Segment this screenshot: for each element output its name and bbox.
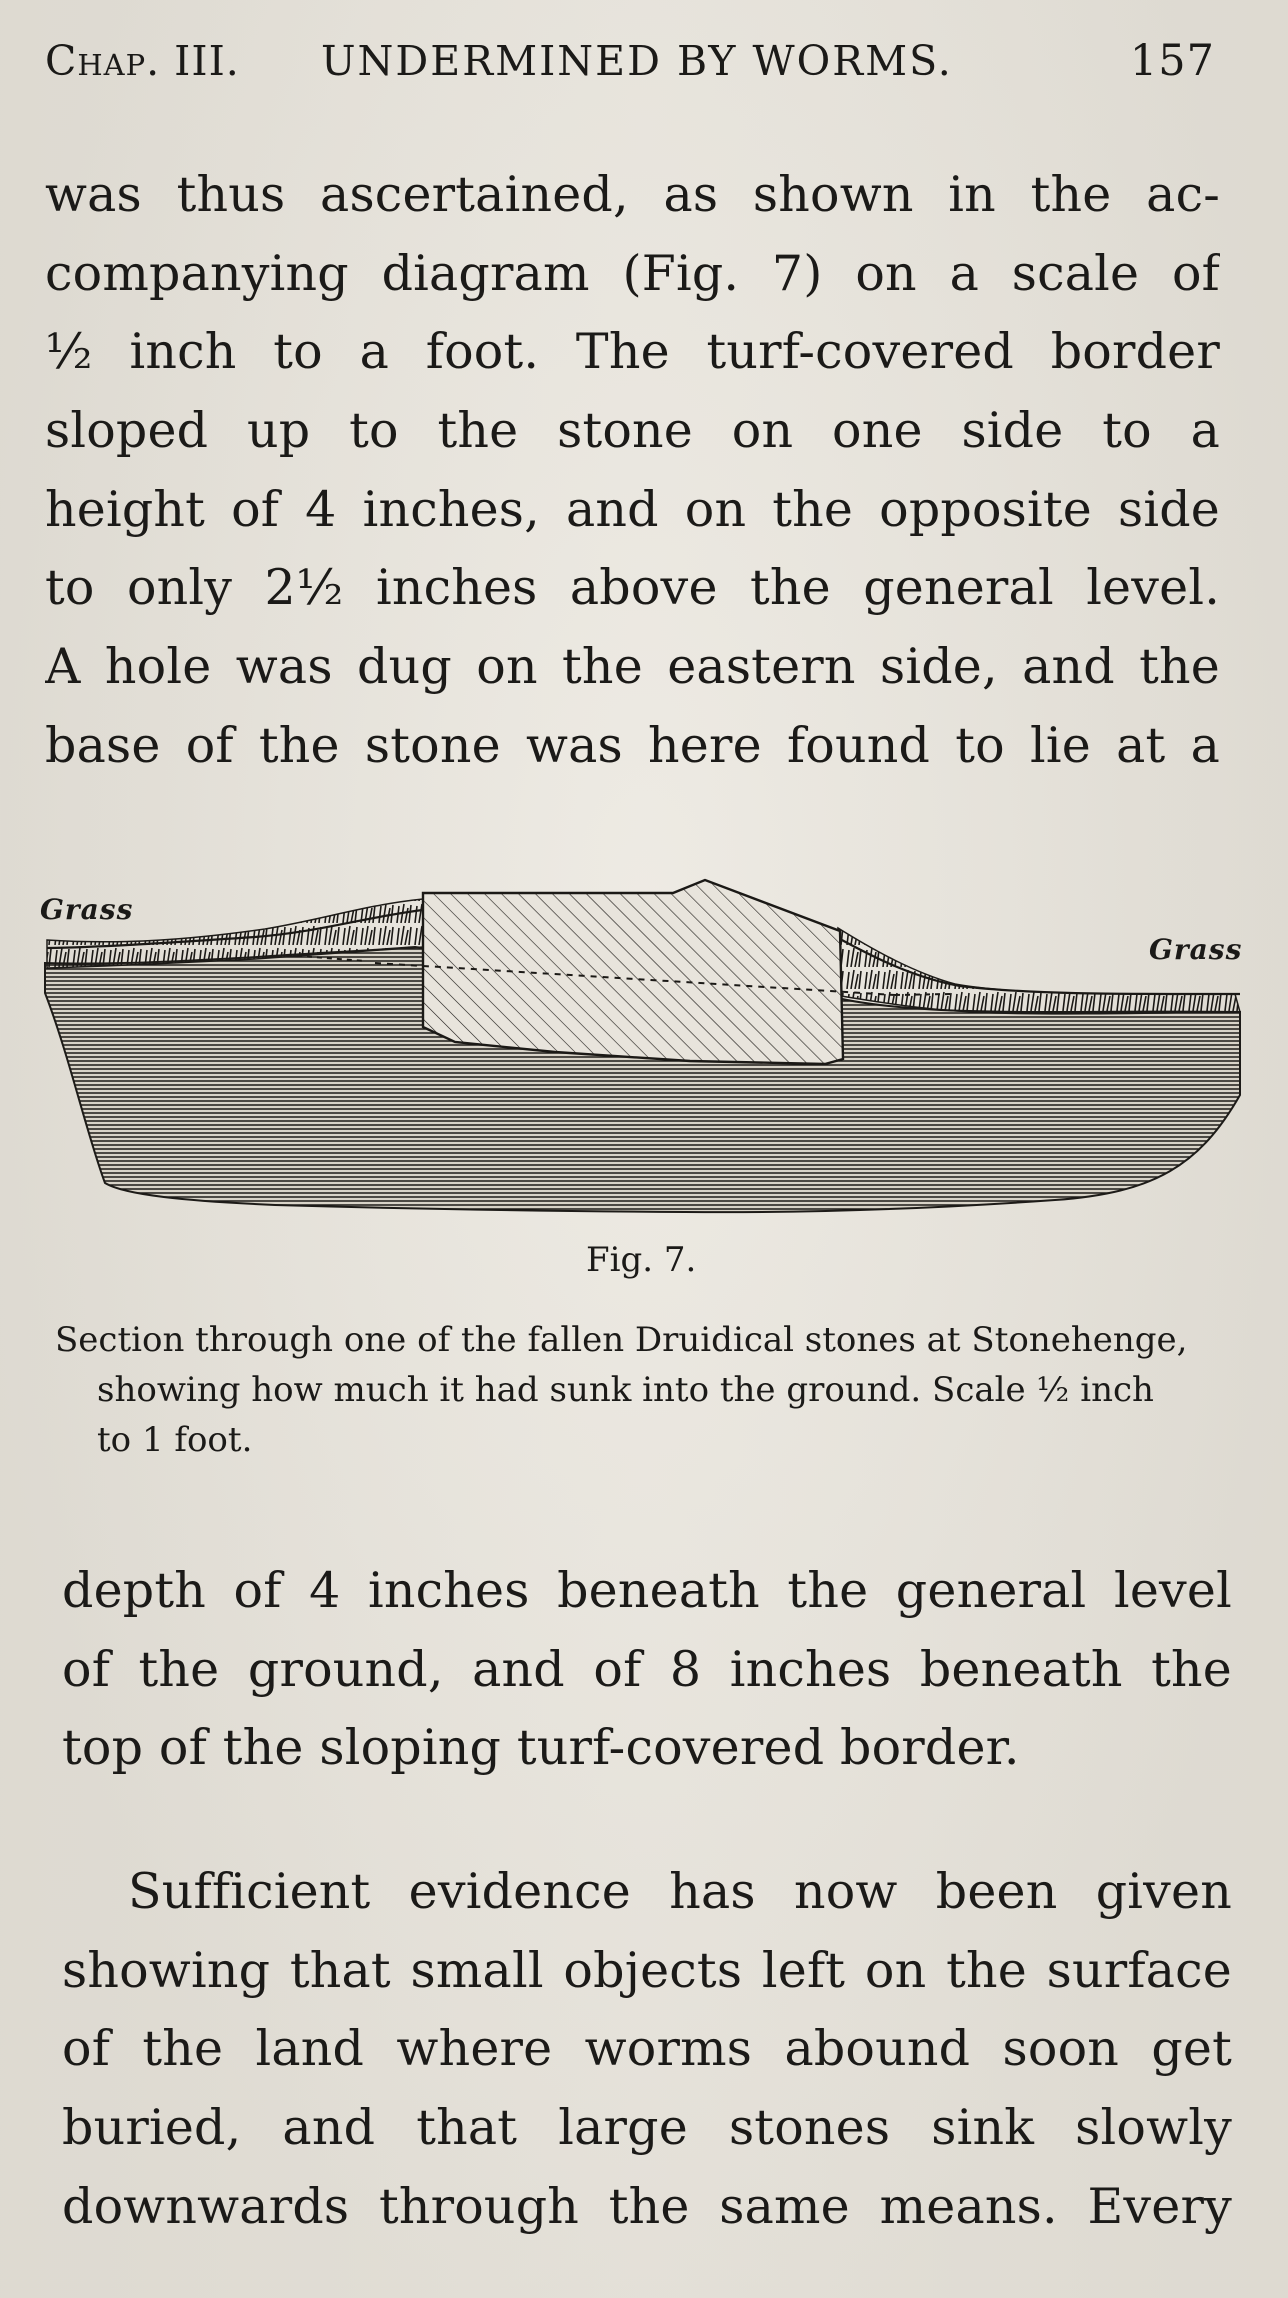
text-line: was thus ascertained, as shown in the ac- [45, 166, 1220, 223]
text-line: to only 2½ inches above the general level. [45, 559, 1220, 617]
fallen-stone-section-illustration [35, 835, 1260, 1225]
figure-caption [55, 1315, 1230, 1465]
figure-label: Fig. 7. [586, 1240, 697, 1280]
text-line: sloped up to the stone on one side to a [45, 402, 1220, 460]
page-number: 157 [1129, 36, 1215, 86]
text-line: depth of 4 inches beneath the general level [62, 1562, 1232, 1619]
paragraph-bottom [62, 1853, 1232, 2246]
running-header [45, 28, 1215, 94]
chapter-title: UNDERMINED BY WORMS. [321, 37, 953, 85]
fallen-stone [423, 880, 843, 1064]
text-line: of the ground, and of 8 inches beneath the [62, 1640, 1232, 1698]
text-line: of the land where worms abound soon get [62, 2020, 1232, 2078]
text-line: Sufficient evidence has now been given [128, 1863, 1232, 1920]
text-line: base of the stone was here found to lie at a [45, 716, 1220, 774]
text-line: showing that small objects left on the surface [62, 1941, 1232, 1999]
paragraph-top [45, 156, 1220, 786]
text-line: buried, and that large stones sink slowly [62, 2099, 1232, 2157]
paragraph-middle [62, 1552, 1232, 1788]
right-grass-label: Grass [1149, 933, 1243, 966]
text-line: top of the sloping turf-covered border. [62, 1719, 1020, 1777]
text-line: height of 4 inches, and on the opposite side [45, 480, 1220, 538]
chapter-label: Chap. III. [45, 37, 240, 85]
text-line: companying diagram (Fig. 7) on a scale of [45, 244, 1220, 302]
left-grass-label: Grass [40, 893, 134, 926]
caption-line: Section through one of the fallen Druidical stones at Stonehenge, [55, 1320, 1188, 1360]
stone-section-figure [35, 835, 1260, 1225]
text-line: ½ inch to a foot. The turf-covered border [45, 323, 1220, 381]
caption-line: showing how much it had sunk into the ground. Scale ½ inch [97, 1370, 1154, 1410]
text-line: downwards through the same means. Every [62, 2177, 1232, 2235]
caption-line: to 1 foot. [97, 1420, 253, 1460]
text-line: A hole was dug on the eastern side, and the [45, 638, 1220, 696]
